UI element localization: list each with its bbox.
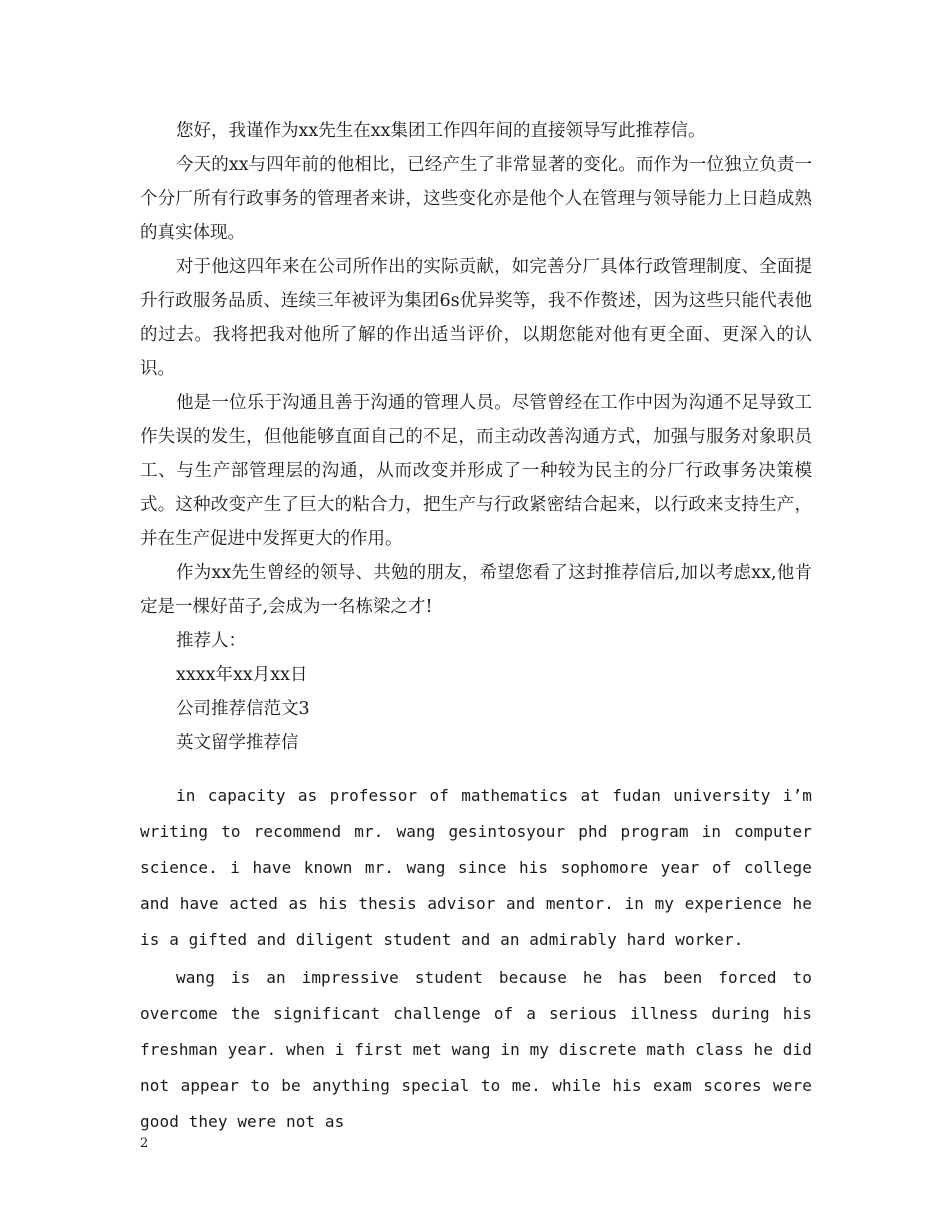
english-paragraph-1: in capacity as professor of mathematics at fudan university i’m writing to recommend mr. wang gesintosyour phd program in computer science. i have known mr. wang since his sophomore year of college and have acted as his thesis advisor and mentor. in my experience he is a gifted and diligent student and an admirably hard worker. <box>140 786 812 949</box>
section-title: 公司推荐信范文3 <box>176 699 310 719</box>
date-line: xxxx年xx月xx日 <box>176 665 308 685</box>
letter-body-chinese <box>140 114 812 760</box>
change-paragraph: 今天的xx与四年前的他相比，已经产生了非常显著的变化。而作为一位独立负责一个分厂所有行政事务的管理者来讲，这些变化亦是他个人在管理与领导能力上日趋成熟的真实体现。 <box>140 155 812 243</box>
closing-paragraph: 作为xx先生曾经的领导、共勉的朋友，希望您看了这封推荐信后,加以考虑xx,他肯定是一棵好苗子,会成为一名栋梁之才! <box>140 563 812 617</box>
communication-paragraph: 他是一位乐于沟通且善于沟通的管理人员。尽管曾经在工作中因为沟通不足导致工作失误的发生，但他能够直面自己的不足，而主动改善沟通方式，加强与服务对象职员工、与生产部管理层的沟通，从而改变并形成了一种较为民主的分厂行政事务决策模式。这种改变产生了巨大的粘合力，把生产与行政紧密结合起来，以行政来支持生产，并在生产促进中发挥更大的作用。 <box>140 393 812 549</box>
greeting-paragraph: 您好，我谨作为xx先生在xx集团工作四年间的直接领导写此推荐信。 <box>176 121 706 141</box>
letter-body-english <box>140 778 812 1140</box>
sub-title: 英文留学推荐信 <box>176 733 299 753</box>
english-paragraph-2: wang is an impressive student because he has been forced to overcome the significant challenge of a serious illness during his freshman year. when i first met wang in my discrete math class he did not appear to be anything special to me. while his exam scores were good they were not as <box>140 968 812 1131</box>
contribution-paragraph: 对于他这四年来在公司所作出的实际贡献，如完善分厂具体行政管理制度、全面提升行政服务品质、连续三年被评为集团6s优异奖等，我不作赘述，因为这些只能代表他的过去。我将把我对他所了解的作出适当评价，以期您能对他有更全面、更深入的认识。 <box>140 257 812 379</box>
signature-label: 推荐人： <box>176 631 246 651</box>
page-number: 2 <box>140 1136 149 1151</box>
